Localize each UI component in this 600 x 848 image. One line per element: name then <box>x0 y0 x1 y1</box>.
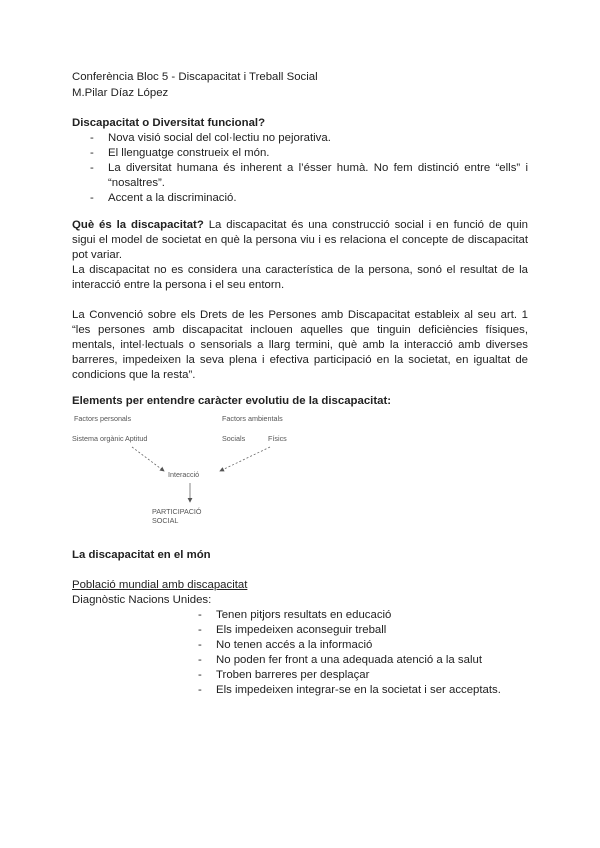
definition-text: La discapacitat és una construcció social i en funció de quin sigui el model de societat en què la persona viu i es relaciona el concepte de discapacitat pot variar. <box>72 219 528 262</box>
dash-bullet-icon: - <box>198 609 202 621</box>
list-item: - La diversitat humana és inherent a l’ésser humà. No fem distinció entre “ells” i “nosaltres”. <box>90 162 528 189</box>
dash-bullet-icon: - <box>90 162 94 174</box>
arrow-personal-to-interaction <box>132 447 164 471</box>
dash-bullet-icon: - <box>90 132 94 144</box>
dash-bullet-icon: - <box>90 147 94 159</box>
dash-bullet-icon: - <box>198 669 202 681</box>
list-item: - Els impedeixen integrar-se en la societat i ser acceptats. <box>198 684 501 696</box>
world-population-subheading: Població mundial amb discapacitat <box>72 579 248 591</box>
interaction-text: La discapacitat no es considera una característica de la persona, sonó el resultat de la interacció entre la persona i el seu entorn. <box>72 264 528 292</box>
list-item: - Nova visió social del col·lectiu no pejorativa. <box>90 132 331 144</box>
diversity-bullet-list <box>90 131 528 206</box>
definition-paragraph <box>72 218 528 293</box>
diagram-interaction-label: Interacció <box>168 470 200 479</box>
convention-paragraph <box>72 308 528 383</box>
un-diagnosis-bullet-list <box>198 608 536 698</box>
dash-bullet-icon: - <box>198 624 202 636</box>
diagram-social-participation-label: SOCIAL <box>152 516 179 525</box>
list-item: - Troben barreres per desplaçar <box>198 669 370 681</box>
dash-bullet-icon: - <box>198 639 202 651</box>
dash-bullet-icon: - <box>198 654 202 666</box>
section-heading-elements: Elements per entendre caràcter evolutiu de la discapacitat: <box>72 395 392 407</box>
section-heading-diversity: Discapacitat o Diversitat funcional? <box>72 117 266 129</box>
diagram-social-label: Socials <box>222 434 246 443</box>
list-item: - No tenen accés a la informació <box>198 639 373 651</box>
diagram-aptitude-label: Aptitud <box>125 434 148 443</box>
diagram-environmental-factors-label: Factors ambientals <box>222 414 283 423</box>
list-item: - Tenen pitjors resultats en educació <box>198 609 392 621</box>
dash-bullet-icon: - <box>198 684 202 696</box>
arrow-environment-to-interaction <box>220 447 270 471</box>
dash-bullet-icon: - <box>90 192 94 204</box>
list-item: - El llenguatge construeix el món. <box>90 147 270 159</box>
diagram-organic-system-label: Sistema orgànic <box>72 434 124 443</box>
list-item: - Accent a la discriminació. <box>90 192 237 204</box>
section-heading-world: La discapacitat en el món <box>72 549 211 561</box>
list-item: - Els impedeixen aconseguir treball <box>198 624 387 636</box>
diagram-personal-factors-label: Factors personals <box>74 414 132 423</box>
diagram-arrows <box>72 413 332 531</box>
document-title: Conferència Bloc 5 - Discapacitat i Treball Social <box>72 71 318 83</box>
definition-lead: Què és la discapacitat? <box>72 219 204 231</box>
document-author: M.Pilar Díaz López <box>72 87 169 99</box>
list-item: - No poden fer front a una adequada atenció a la salut <box>198 654 482 666</box>
disability-interaction-diagram <box>72 413 332 531</box>
diagram-participation-label: PARTICIPACIÓ <box>152 507 202 516</box>
diagram-physical-label: Físics <box>268 434 287 443</box>
un-diagnosis-intro: Diagnòstic Nacions Unides: <box>72 594 212 606</box>
convention-text: La Convenció sobre els Drets de les Persones amb Discapacitat estableix al seu art. 1 “les persones amb discapacitat inclouen aquelles que tinguin deficiències físiques, mentals, intel·lectuals o sensorials a llarg termini, què amb la interacció amb diverses barreres, impedeixen la seva plena i efectiva participació en la societat, en igualtat de condicions que la resta”. <box>72 309 528 382</box>
